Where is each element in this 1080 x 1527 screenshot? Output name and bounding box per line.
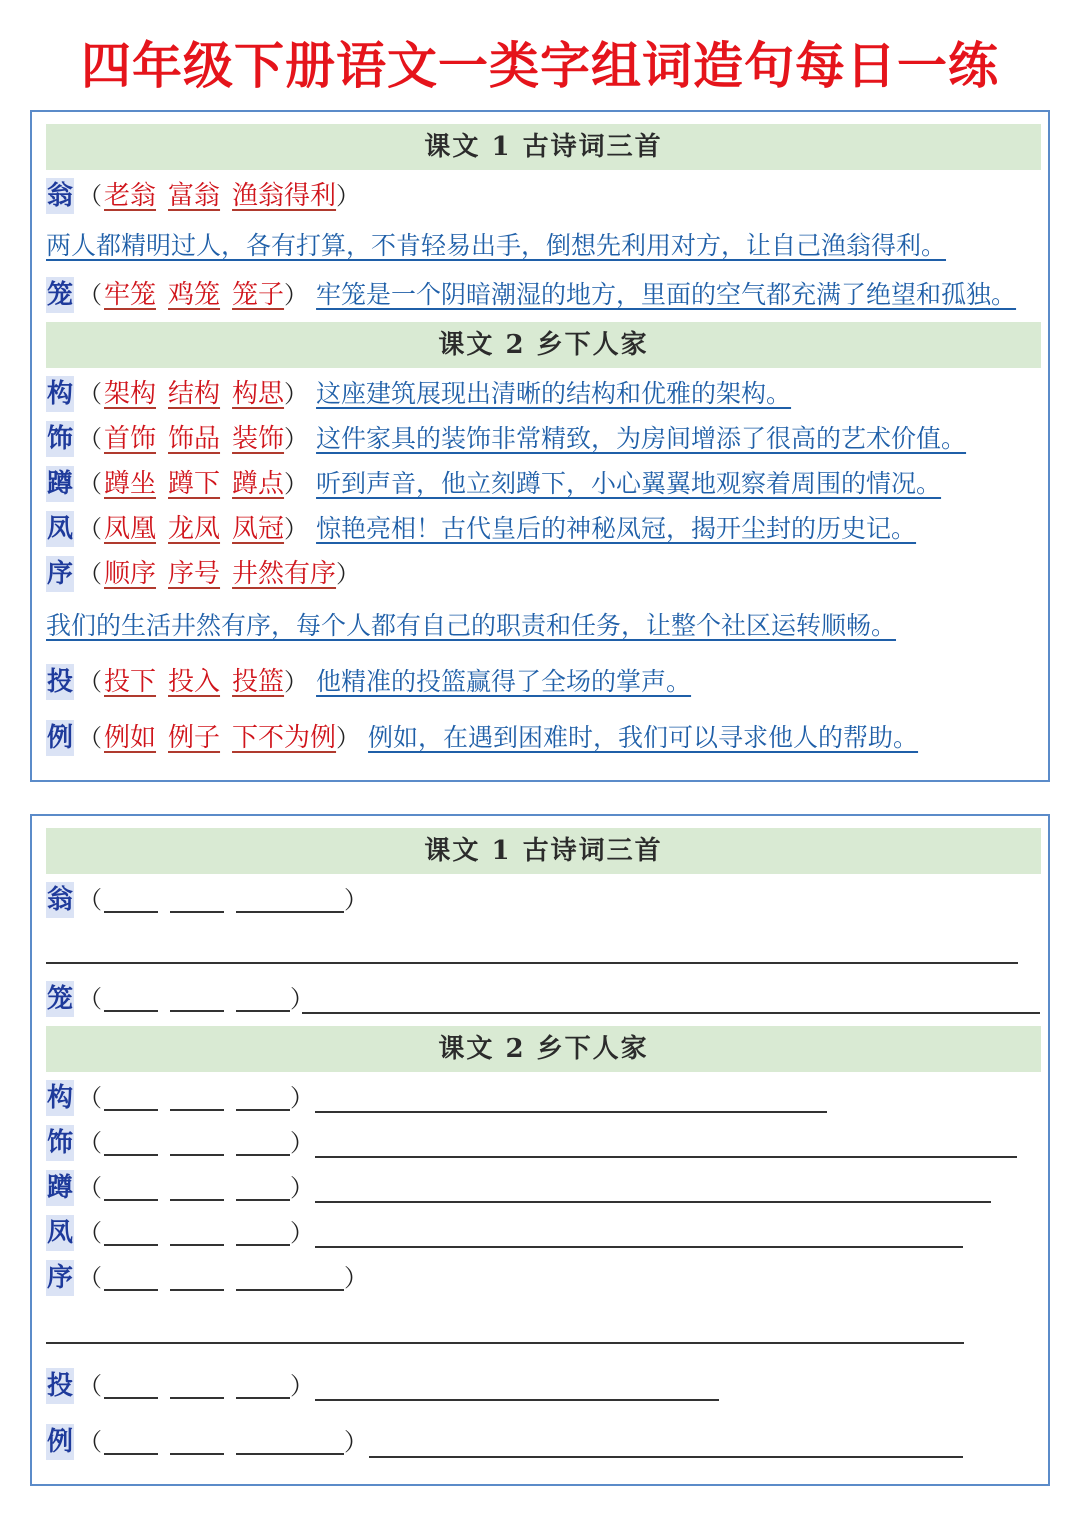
- char-box: 例: [46, 1424, 74, 1460]
- sentence-blank[interactable]: [315, 1399, 719, 1401]
- word-blank[interactable]: [104, 887, 158, 913]
- sentence-blank[interactable]: [315, 1111, 827, 1113]
- close-paren: ）: [336, 560, 361, 588]
- lesson-2-header: 课文 2 乡下人家: [46, 1026, 1041, 1072]
- char-box: 饰: [46, 421, 74, 457]
- sentence-blank[interactable]: [315, 1156, 1017, 1158]
- char-box: 投: [46, 1368, 74, 1404]
- word-blank[interactable]: [170, 1175, 224, 1201]
- page-title: 四年级下册语文一类字组词造句每日一练: [81, 37, 999, 95]
- close-paren: ）: [284, 380, 309, 408]
- close-paren: ）: [344, 886, 368, 914]
- word-blank[interactable]: [236, 1175, 290, 1201]
- word: 架构: [104, 379, 157, 409]
- close-paren: ）: [290, 1219, 314, 1247]
- word: 例子: [168, 723, 221, 753]
- open-paren: （: [78, 515, 102, 543]
- close-paren: ）: [284, 515, 309, 543]
- word: 蹲下: [168, 469, 221, 499]
- open-paren: （: [78, 724, 102, 752]
- practice-row-li: [46, 1422, 376, 1462]
- close-paren: ）: [284, 470, 309, 498]
- open-paren: （: [78, 1372, 102, 1400]
- word-blank[interactable]: [104, 1373, 158, 1399]
- word-blank[interactable]: [170, 1130, 224, 1156]
- answer-row-li: [46, 718, 918, 758]
- open-paren: （: [78, 380, 102, 408]
- char-box: 凤: [46, 1215, 74, 1251]
- answer-card: [30, 110, 1050, 782]
- close-paren: ）: [290, 985, 314, 1013]
- answer-row-feng: [46, 509, 916, 549]
- char-box: 凤: [46, 511, 74, 547]
- word-blank[interactable]: [170, 887, 224, 913]
- practice-row-xu: [46, 1258, 376, 1298]
- open-paren: （: [78, 281, 102, 309]
- practice-row-weng: [46, 880, 376, 920]
- word-blank[interactable]: [236, 1373, 290, 1399]
- close-paren: ）: [284, 425, 309, 453]
- answer-row-long: [46, 275, 1016, 315]
- word: 投下: [104, 667, 157, 697]
- char-box: 投: [46, 664, 74, 700]
- word-blank[interactable]: [170, 1429, 224, 1455]
- word-blank[interactable]: [236, 986, 290, 1012]
- sentence: 两人都精明过人，各有打算，不肯轻易出手，倒想先利用对方，让自己渔翁得利。: [46, 231, 947, 260]
- lesson-1-header: 课文 1 古诗词三首: [46, 828, 1041, 874]
- answer-row-dun: [46, 464, 941, 504]
- sentence-blank[interactable]: [315, 1246, 963, 1248]
- open-paren: （: [78, 1129, 102, 1157]
- word: 首饰: [104, 424, 157, 454]
- open-paren: （: [78, 182, 102, 210]
- lesson-1-header: 课文 1 古诗词三首: [46, 124, 1041, 170]
- practice-row-tou: [46, 1366, 322, 1406]
- word-blank[interactable]: [104, 1175, 158, 1201]
- open-paren: （: [78, 1264, 102, 1292]
- word-blank[interactable]: [104, 1220, 158, 1246]
- word-blank[interactable]: [104, 1265, 158, 1291]
- word-blank[interactable]: [236, 887, 344, 913]
- word-blank[interactable]: [104, 1130, 158, 1156]
- char-box: 构: [46, 1080, 74, 1116]
- close-paren: ）: [336, 724, 361, 752]
- word-blank[interactable]: [236, 1130, 290, 1156]
- word: 龙凤: [168, 514, 221, 544]
- open-paren: （: [78, 1428, 102, 1456]
- practice-row-feng: [46, 1213, 322, 1253]
- sentence: 我们的生活井然有序，每个人都有自己的职责和任务，让整个社区运转顺畅。: [46, 611, 897, 640]
- sentence: 牢笼是一个阴暗潮湿的地方，里面的空气都充满了绝望和孤独。: [316, 280, 1017, 309]
- close-paren: ）: [290, 1372, 314, 1400]
- answer-row-gou: [46, 374, 791, 414]
- practice-row-gou: [46, 1078, 322, 1118]
- char-box: 序: [46, 556, 74, 592]
- char-box: 笼: [46, 981, 74, 1017]
- practice-row-shi: [46, 1123, 322, 1163]
- word-blank[interactable]: [170, 1220, 224, 1246]
- open-paren: （: [78, 985, 102, 1013]
- close-paren: ）: [336, 182, 361, 210]
- sentence: 惊艳亮相！古代皇后的神秘凤冠，揭开尘封的历史记。: [316, 514, 917, 543]
- word: 例如: [104, 723, 157, 753]
- word-blank[interactable]: [104, 1085, 158, 1111]
- char-box: 蹲: [46, 466, 74, 502]
- word: 凤冠: [232, 514, 285, 544]
- word: 富翁: [168, 181, 221, 211]
- sentence-blank[interactable]: [46, 962, 1018, 964]
- word-blank[interactable]: [236, 1085, 290, 1111]
- sentence: 例如，在遇到困难时，我们可以寻求他人的帮助。: [368, 723, 919, 752]
- word: 老翁: [104, 181, 157, 211]
- open-paren: （: [78, 425, 102, 453]
- word: 鸡笼: [168, 280, 221, 310]
- word: 投入: [168, 667, 221, 697]
- word-blank[interactable]: [104, 986, 158, 1012]
- close-paren: ）: [344, 1264, 368, 1292]
- practice-row-dun: [46, 1168, 322, 1208]
- practice-card: [30, 814, 1050, 1486]
- word-blank[interactable]: [236, 1429, 344, 1455]
- char-box: 例: [46, 720, 74, 756]
- word: 饰品: [168, 424, 221, 454]
- sentence: 听到声音，他立刻蹲下，小心翼翼地观察着周围的情况。: [316, 469, 942, 498]
- word-blank[interactable]: [170, 986, 224, 1012]
- sentence: 这件家具的装饰非常精致，为房间增添了很高的艺术价值。: [316, 424, 967, 453]
- word-blank[interactable]: [170, 1085, 224, 1111]
- char-box: 构: [46, 376, 74, 412]
- char-box: 饰: [46, 1125, 74, 1161]
- open-paren: （: [78, 470, 102, 498]
- word: 装饰: [232, 424, 285, 454]
- close-paren: ）: [284, 281, 309, 309]
- answer-row-xu: [46, 554, 368, 594]
- word: 顺序: [104, 559, 157, 589]
- sentence-blank[interactable]: [46, 1342, 964, 1344]
- sentence-blank[interactable]: [315, 1201, 991, 1203]
- word: 牢笼: [104, 280, 157, 310]
- sentence-blank[interactable]: [302, 1012, 1040, 1014]
- word-blank[interactable]: [104, 1429, 158, 1455]
- word: 渔翁得利: [232, 181, 337, 211]
- word: 蹲点: [232, 469, 285, 499]
- close-paren: ）: [290, 1129, 314, 1157]
- close-paren: ）: [290, 1084, 314, 1112]
- sentence: 这座建筑展现出清晰的结构和优雅的架构。: [316, 379, 792, 408]
- answer-row-tou: [46, 662, 691, 702]
- word: 结构: [168, 379, 221, 409]
- open-paren: （: [78, 560, 102, 588]
- char-box: 翁: [46, 882, 74, 918]
- open-paren: （: [78, 886, 102, 914]
- open-paren: （: [78, 668, 102, 696]
- word: 序号: [168, 559, 221, 589]
- answer-row-shi: [46, 419, 966, 459]
- close-paren: ）: [284, 668, 309, 696]
- word-blank[interactable]: [170, 1373, 224, 1399]
- word: 构思: [232, 379, 285, 409]
- open-paren: （: [78, 1174, 102, 1202]
- close-paren: ）: [290, 1174, 314, 1202]
- sentence: 他精准的投篮赢得了全场的掌声。: [316, 667, 692, 696]
- char-box: 序: [46, 1260, 74, 1296]
- open-paren: （: [78, 1084, 102, 1112]
- word: 井然有序: [232, 559, 337, 589]
- word: 投篮: [232, 667, 285, 697]
- sentence-blank[interactable]: [369, 1456, 963, 1458]
- word-blank[interactable]: [236, 1220, 290, 1246]
- word: 笼子: [232, 280, 285, 310]
- close-paren: ）: [344, 1428, 368, 1456]
- char-box: 蹲: [46, 1170, 74, 1206]
- lesson-2-header: 课文 2 乡下人家: [46, 322, 1041, 368]
- practice-row-long: [46, 979, 322, 1019]
- word: 蹲坐: [104, 469, 157, 499]
- word: 下不为例: [232, 723, 337, 753]
- answer-row-weng: [46, 176, 368, 216]
- char-box: 翁: [46, 178, 74, 214]
- word-blank[interactable]: [170, 1265, 224, 1291]
- word-blank[interactable]: [236, 1265, 344, 1291]
- char-box: 笼: [46, 277, 74, 313]
- open-paren: （: [78, 1219, 102, 1247]
- word: 凤凰: [104, 514, 157, 544]
